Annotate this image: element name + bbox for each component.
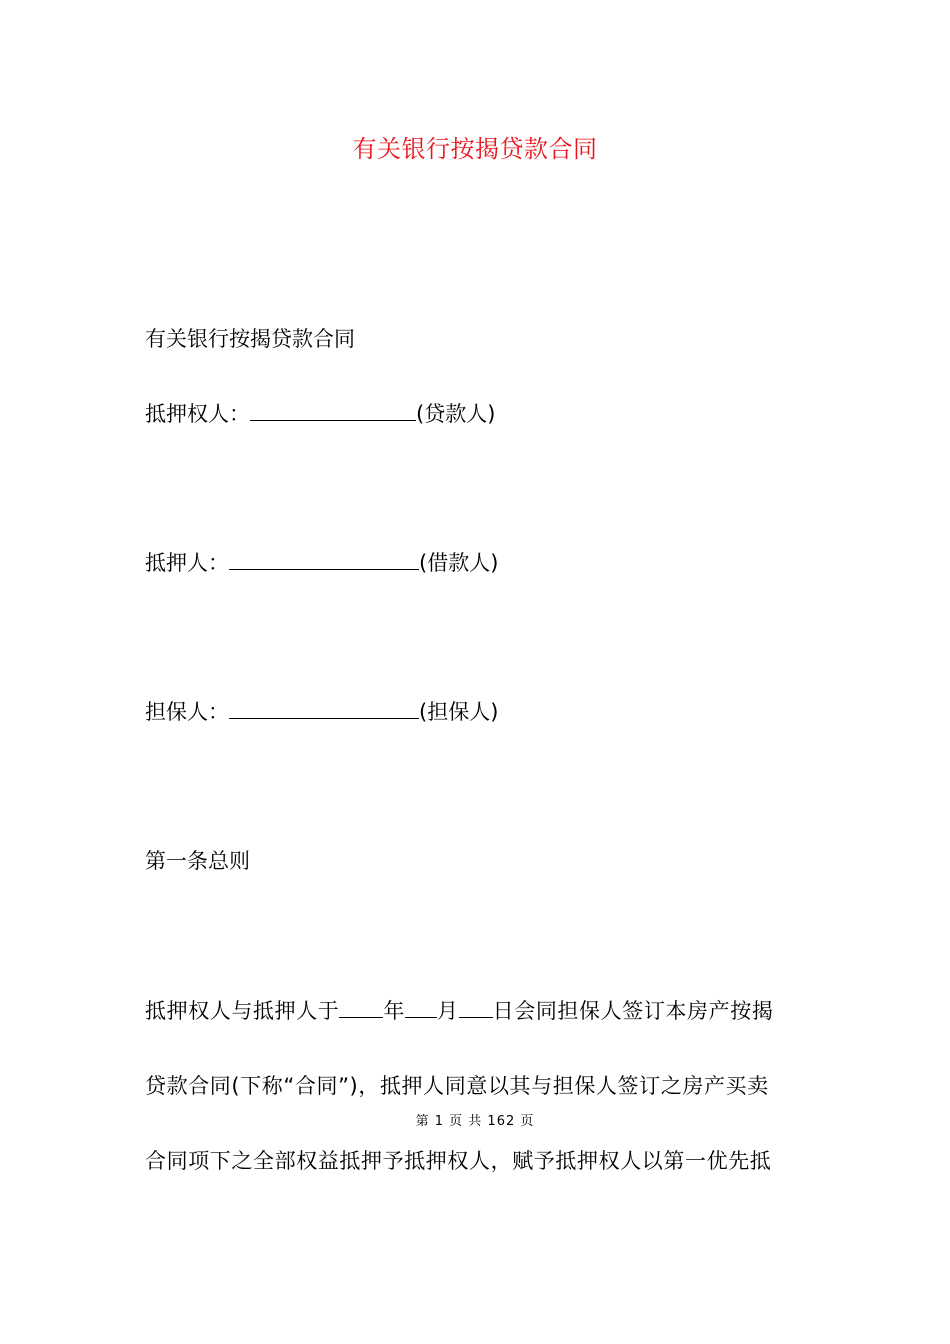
- body-line-1: [145, 996, 807, 1026]
- year-blank: [339, 997, 383, 1018]
- section-heading: 第一条总则: [145, 849, 250, 873]
- party-mortgagor-role: (借款人): [419, 551, 499, 575]
- party-guarantor-role: (担保人): [419, 700, 499, 724]
- mortgagor-blank: [229, 549, 419, 570]
- page-footer: 第 1 页 共 162 页: [415, 1114, 535, 1129]
- party-mortgagee-role: (贷款人): [416, 402, 496, 426]
- month-blank: [405, 997, 437, 1018]
- party-guarantor-label: 担保人：: [145, 700, 229, 724]
- document-title: 有关银行按揭贷款合同: [352, 135, 598, 163]
- contract-subtitle: 有关银行按揭贷款合同: [145, 327, 355, 351]
- day-blank: [459, 997, 493, 1018]
- party-mortgagor: [145, 548, 498, 578]
- body-line-1-month: 月: [437, 999, 459, 1023]
- body-line-1-text-b: 日会同担保人签订本房产按揭: [492, 999, 774, 1023]
- mortgagee-blank: [250, 400, 416, 421]
- party-mortgagee: [145, 399, 495, 429]
- party-mortgagee-label: 抵押权人：: [145, 402, 250, 426]
- body-line-2: 贷款合同(下称“合同”)，抵押人同意以其与担保人签订之房产买卖: [145, 1074, 769, 1098]
- party-mortgagor-label: 抵押人：: [145, 551, 229, 575]
- body-line-1-text-a: 抵押权人与抵押人于: [145, 999, 340, 1023]
- body-line-3: 合同项下之全部权益抵押予抵押权人，赋予抵押权人以第一优先抵: [145, 1149, 772, 1173]
- party-guarantor: [145, 697, 498, 727]
- body-line-1-year: 年: [383, 999, 406, 1023]
- guarantor-blank: [229, 698, 419, 719]
